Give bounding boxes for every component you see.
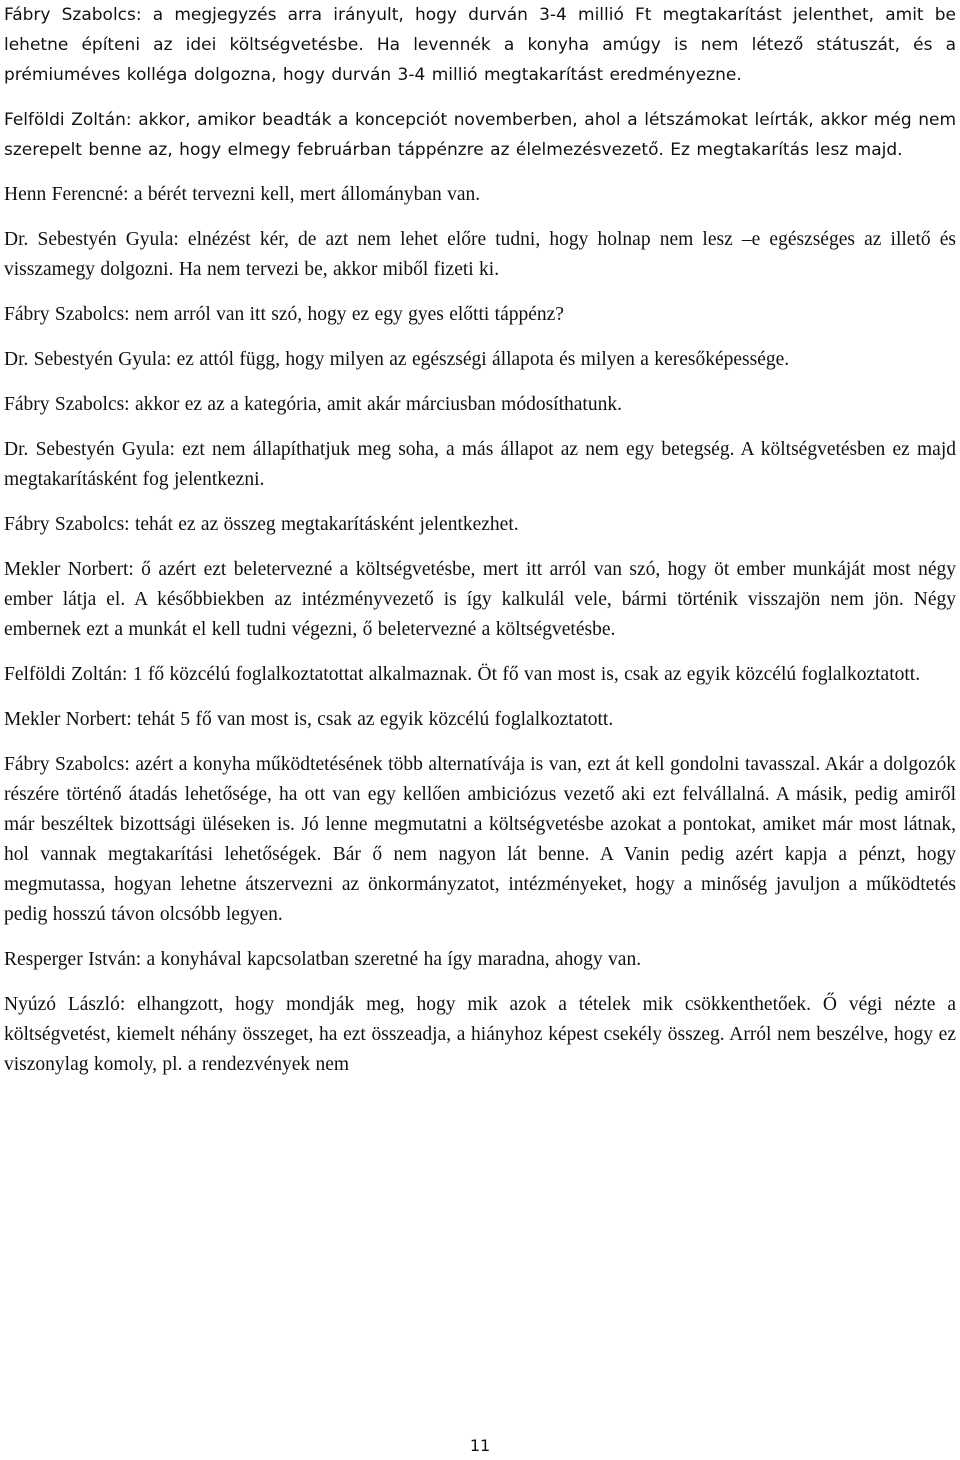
paragraph-felfoldi-2: Felföldi Zoltán: 1 fő közcélú foglalkoztatottat alkalmaznak. Öt fő van most is, csak az egyik közcélú foglalkoztatott. bbox=[4, 664, 921, 685]
paragraph-sebestyen-3: Dr. Sebestyén Gyula: ezt nem állapíthatjuk meg soha, a más állapot az nem egy betegség. A költségvetésben ez majd megtakarításként fog jelentkezni. bbox=[4, 439, 956, 490]
paragraph-fabry-1: Fábry Szabolcs: a megjegyzés arra irányult, hogy durván 3-4 millió Ft megtakarítást jelenthet, amit be lehetne építeni az idei költségvetésbe. Ha levennék a konyha amúgy is nem létező státuszát, és a prémiuméves kolléga dolgozna, hogy durván 3-4 millió megtakarítást eredményezne. bbox=[4, 5, 956, 85]
paragraph-fabry-5: Fábry Szabolcs: azért a konyha működtetésének több alternatívája is van, ezt át kell gondolni tavasszal. Akár a dolgozók részére történő átadás lehetősége, ha ott van egy kellően ambiciózus vezető aki ezt felvállalná. A másik, pedig amiről már beszéltek bizottsági üléseken is. Jó lenne megmutatni a költségvetésbe azokat a pontokat, amiket már most látnak, hol vannak megtakarítási lehetőségek. Bár ő nem nagyon lát benne. A Vanin pedig azért kapja a pénzt, hogy megmutassa, hogyan lehetne átszervezni az önkormányzatot, intézményeket, hogy a minőség javuljon a működtetés pedig hosszú távon olcsóbb legyen. bbox=[4, 754, 956, 925]
paragraph-resperger-1: Resperger István: a konyhával kapcsolatban szeretné ha így maradna, ahogy van. bbox=[4, 949, 642, 970]
paragraph-fabry-3: Fábry Szabolcs: akkor ez az a kategória, amit akár márciusban módosíthatunk. bbox=[4, 394, 622, 415]
paragraph-nyuzo-1: Nyúzó László: elhangzott, hogy mondják meg, hogy mik azok a tételek mik csökkenthetőek. Ő végi nézte a költségvetést, kiemelt néhány összeget, ha ezt összeadja, a hiányhoz képest csekély összeg. Arról nem beszélve, hogy ez viszonylag komoly, pl. a rendezvények nem bbox=[4, 994, 956, 1075]
document-page bbox=[4, 0, 956, 1095]
paragraph-henn-1: Henn Ferencné: a bérét tervezni kell, mert állományban van. bbox=[4, 184, 481, 205]
paragraph-felfoldi-1: Felföldi Zoltán: akkor, amikor beadták a koncepciót novemberben, ahol a létszámokat leírták, akkor még nem szerepelt benne az, hogy elmegy februárban táppénzre az élelmezésvezető. Ez megtakarítás lesz majd. bbox=[4, 110, 956, 160]
paragraph-sebestyen-1: Dr. Sebestyén Gyula: elnézést kér, de azt nem lehet előre tudni, hogy holnap nem lesz –e egészséges az illető és visszamegy dolgozni. Ha nem tervezi be, akkor miből fizeti ki. bbox=[4, 229, 956, 280]
paragraph-fabry-2: Fábry Szabolcs: nem arról van itt szó, hogy ez egy gyes előtti táppénz? bbox=[4, 304, 564, 325]
paragraph-sebestyen-2: Dr. Sebestyén Gyula: ez attól függ, hogy milyen az egészségi állapota és milyen a keresőképessége. bbox=[4, 349, 790, 370]
paragraph-fabry-4: Fábry Szabolcs: tehát ez az összeg megtakarításként jelentkezhet. bbox=[4, 514, 519, 535]
paragraph-mekler-2: Mekler Norbert: tehát 5 fő van most is, csak az egyik közcélú foglalkoztatott. bbox=[4, 709, 614, 730]
page-number: 11 bbox=[469, 1436, 491, 1455]
paragraph-mekler-1: Mekler Norbert: ő azért ezt beletervezné a költségvetésbe, mert itt arról van szó, hogy öt ember munkáját most négy ember látja el. A későbbiekben az intézményvezető is így kalkulál vele, bármi történik visszajön nem jön. Négy embernek ezt a munkát el kell tudni végezni, ő beletervezné a költségvetésbe. bbox=[4, 559, 956, 640]
